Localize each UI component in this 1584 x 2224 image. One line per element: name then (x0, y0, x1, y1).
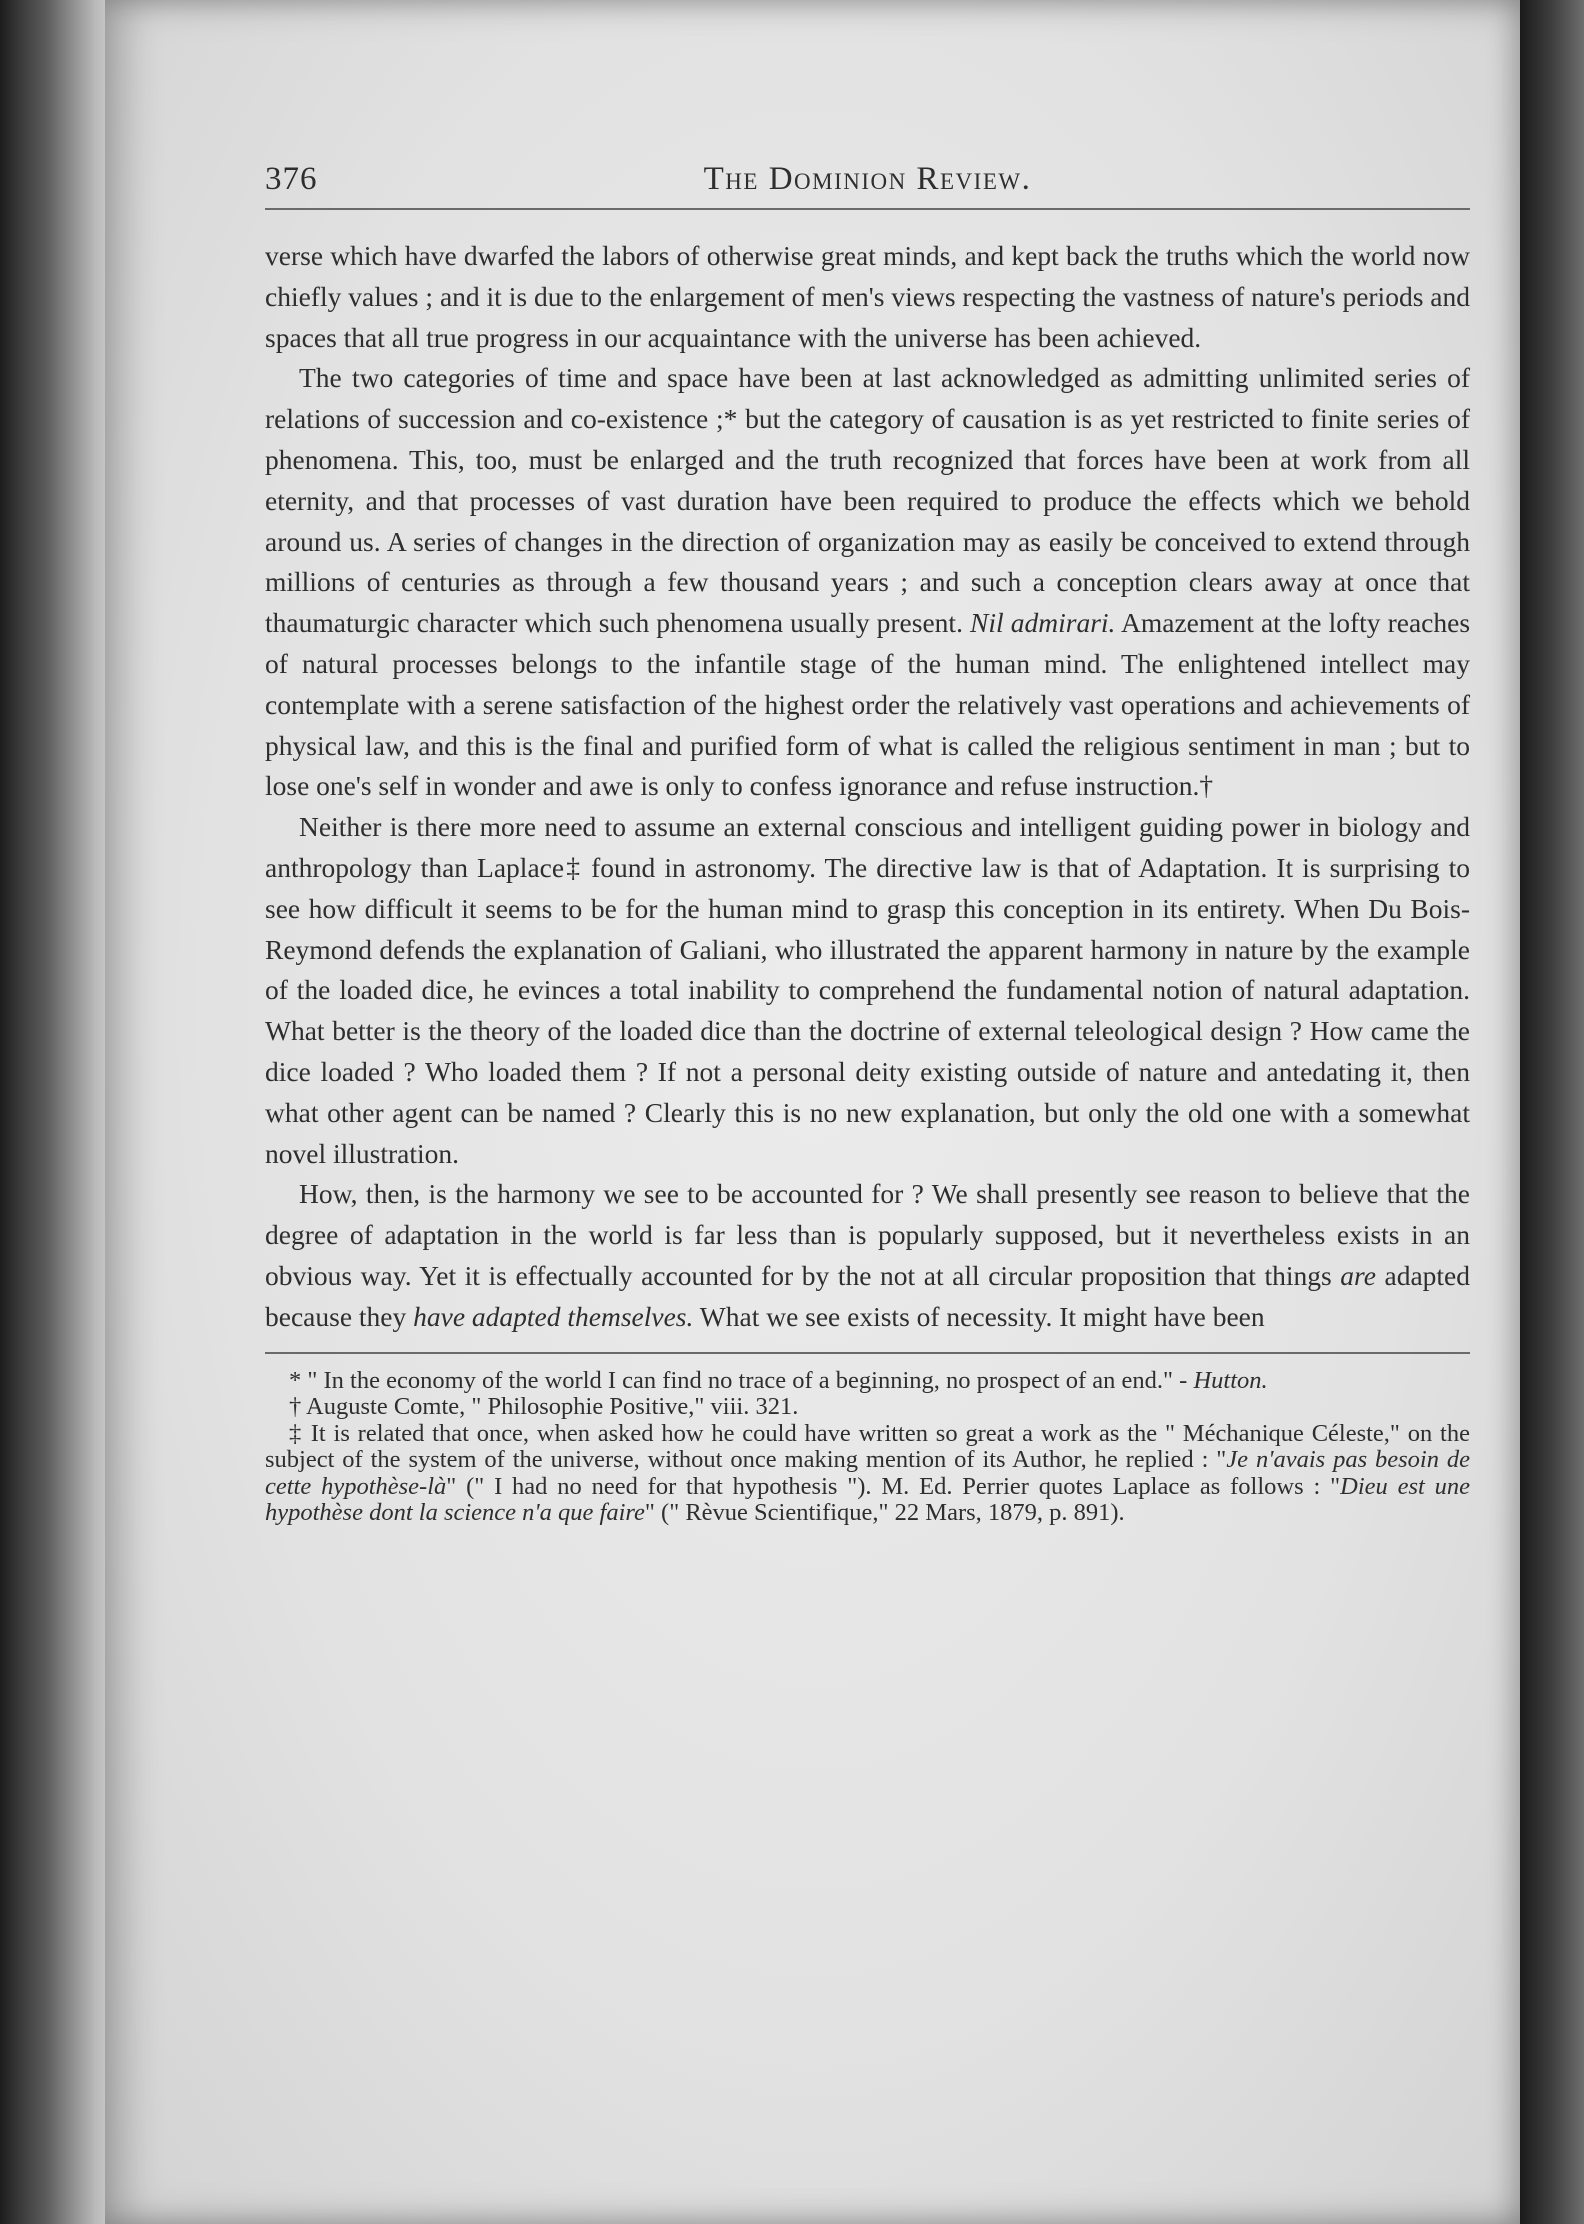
footnote-3-c: " (" Rèvue Scientifique," 22 Mars, 1879, p. 891). (644, 1499, 1125, 1527)
footnote-rule (265, 1352, 1470, 1354)
footnote-2 (265, 1394, 1470, 1421)
footnotes (265, 1368, 1470, 1527)
footnote-2-text: Auguste Comte, " Philosophie Positive," viii. 321. (306, 1393, 799, 1421)
paragraph-2 (265, 358, 1470, 807)
page-content (265, 150, 1470, 1527)
paragraph-2-rest: Amazement at the lofty reaches of natural processes belongs to the infantile stage of the human mind. The enlightened intellect may contemplate with a serene satisfaction of the highest order the relatively vast operations and achievements of physical law, and this is the final and purified form of what is called the religious sentiment in man ; but to lose one's self in wonder and awe is only to confess ignorance and refuse instruction.† (265, 607, 1471, 802)
book-binding (0, 0, 120, 2224)
footnote-3-b: " (" I had no need for that hypothesis "). M. Ed. Perrier quotes Laplace as follows : " (446, 1472, 1341, 1500)
emphasis-are: are (1340, 1259, 1376, 1291)
footnote-3-quote-2: Dieu est une hypothèse dont la science n'a que faire (265, 1472, 1470, 1527)
footnote-1-text: " In the economy of the world I can find no trace of a beginning, no prospect of an end." - (307, 1366, 1188, 1394)
page-header (265, 150, 1470, 210)
footnote-3 (265, 1421, 1470, 1527)
emphasis-have-adapted: have adapted themselves. (413, 1300, 694, 1332)
paragraph-1: verse which have dwarfed the labors of otherwise great minds, and kept back the truths which the world now chiefly values ; and it is due to the enlargement of men's views respecting the vastness of nature's periods and spaces that all true progress in our acquaintance with the universe has been achieved. (265, 240, 1470, 353)
paragraph-4-a: How, then, is the harmony we see to be accounted for ? We shall presently see reason to believe that the degree of adaptation in the world is far less than is popularly supposed, but it nevertheless exists in an obvious way. Yet it is effectually accounted for by the not at all circular proposition that things (265, 1178, 1470, 1291)
facing-page-edge (1520, 0, 1584, 2224)
paragraph-4-c: What we see exists of necessity. It might have been (699, 1300, 1265, 1332)
paragraph-4-b: adapted because they (265, 1259, 1470, 1332)
page-number: 376 (265, 161, 318, 197)
footnote-2-mark: † (289, 1393, 302, 1421)
body-text (265, 236, 1470, 1338)
footnote-3-quote-1: Je n'avais pas besoin de cette hypothèse-là (265, 1446, 1471, 1500)
footnote-3-a: It is related that once, when asked how he could have written so great a work as the " Méchanique Céleste," on the subject of the system of the universe, without once making mention of its Author, he replied : " (265, 1419, 1470, 1474)
paragraph-2-text: The two categories of time and space have been at last acknowledged as admitting unlimited series of relations of succession and co-existence ;* but the category of causation is as yet restricted to finite series of phenomena. This, too, must be enlarged and the truth recognized that forces have been at work from all eternity, and that processes of vast duration have been required to produce the effects which we behold around us. A series of changes in the direction of organization may as easily be conceived to extend through millions of centuries as through a few thousand years ; and such a conception clears away at once that thaumaturgic character which such phenomena usually present. (265, 362, 1470, 639)
nil-admirari: Nil admirari. (970, 607, 1116, 639)
footnote-1 (265, 1368, 1470, 1395)
footnote-1-mark: * (289, 1366, 302, 1394)
paragraph-3: Neither is there more need to assume an external conscious and intelligent guiding power in biology and anthropology than Laplace‡ found in astronomy. The directive law is that of Adaptation. It is surprising to see how difficult it seems to be for the human mind to grasp this conception in its entirety. When Du Bois-Reymond defends the explanation of Galiani, who illustrated the apparent harmony in nature by the example of the loaded dice, he evinces a total inability to comprehend the fundamental notion of natural adaptation. What better is the theory of the loaded dice than the doctrine of external teleological design ? How came the dice loaded ? Who loaded them ? If not a personal deity existing outside of nature and antedating it, then what other agent can be named ? Clearly this is no new explanation, but only the old one with a somewhat novel illustration. (265, 811, 1470, 1169)
footnote-1-author: Hutton. (1193, 1366, 1268, 1394)
footnote-3-mark: ‡ (289, 1419, 303, 1447)
paragraph-4 (265, 1174, 1470, 1337)
running-title: The Dominion Review. (703, 161, 1032, 197)
